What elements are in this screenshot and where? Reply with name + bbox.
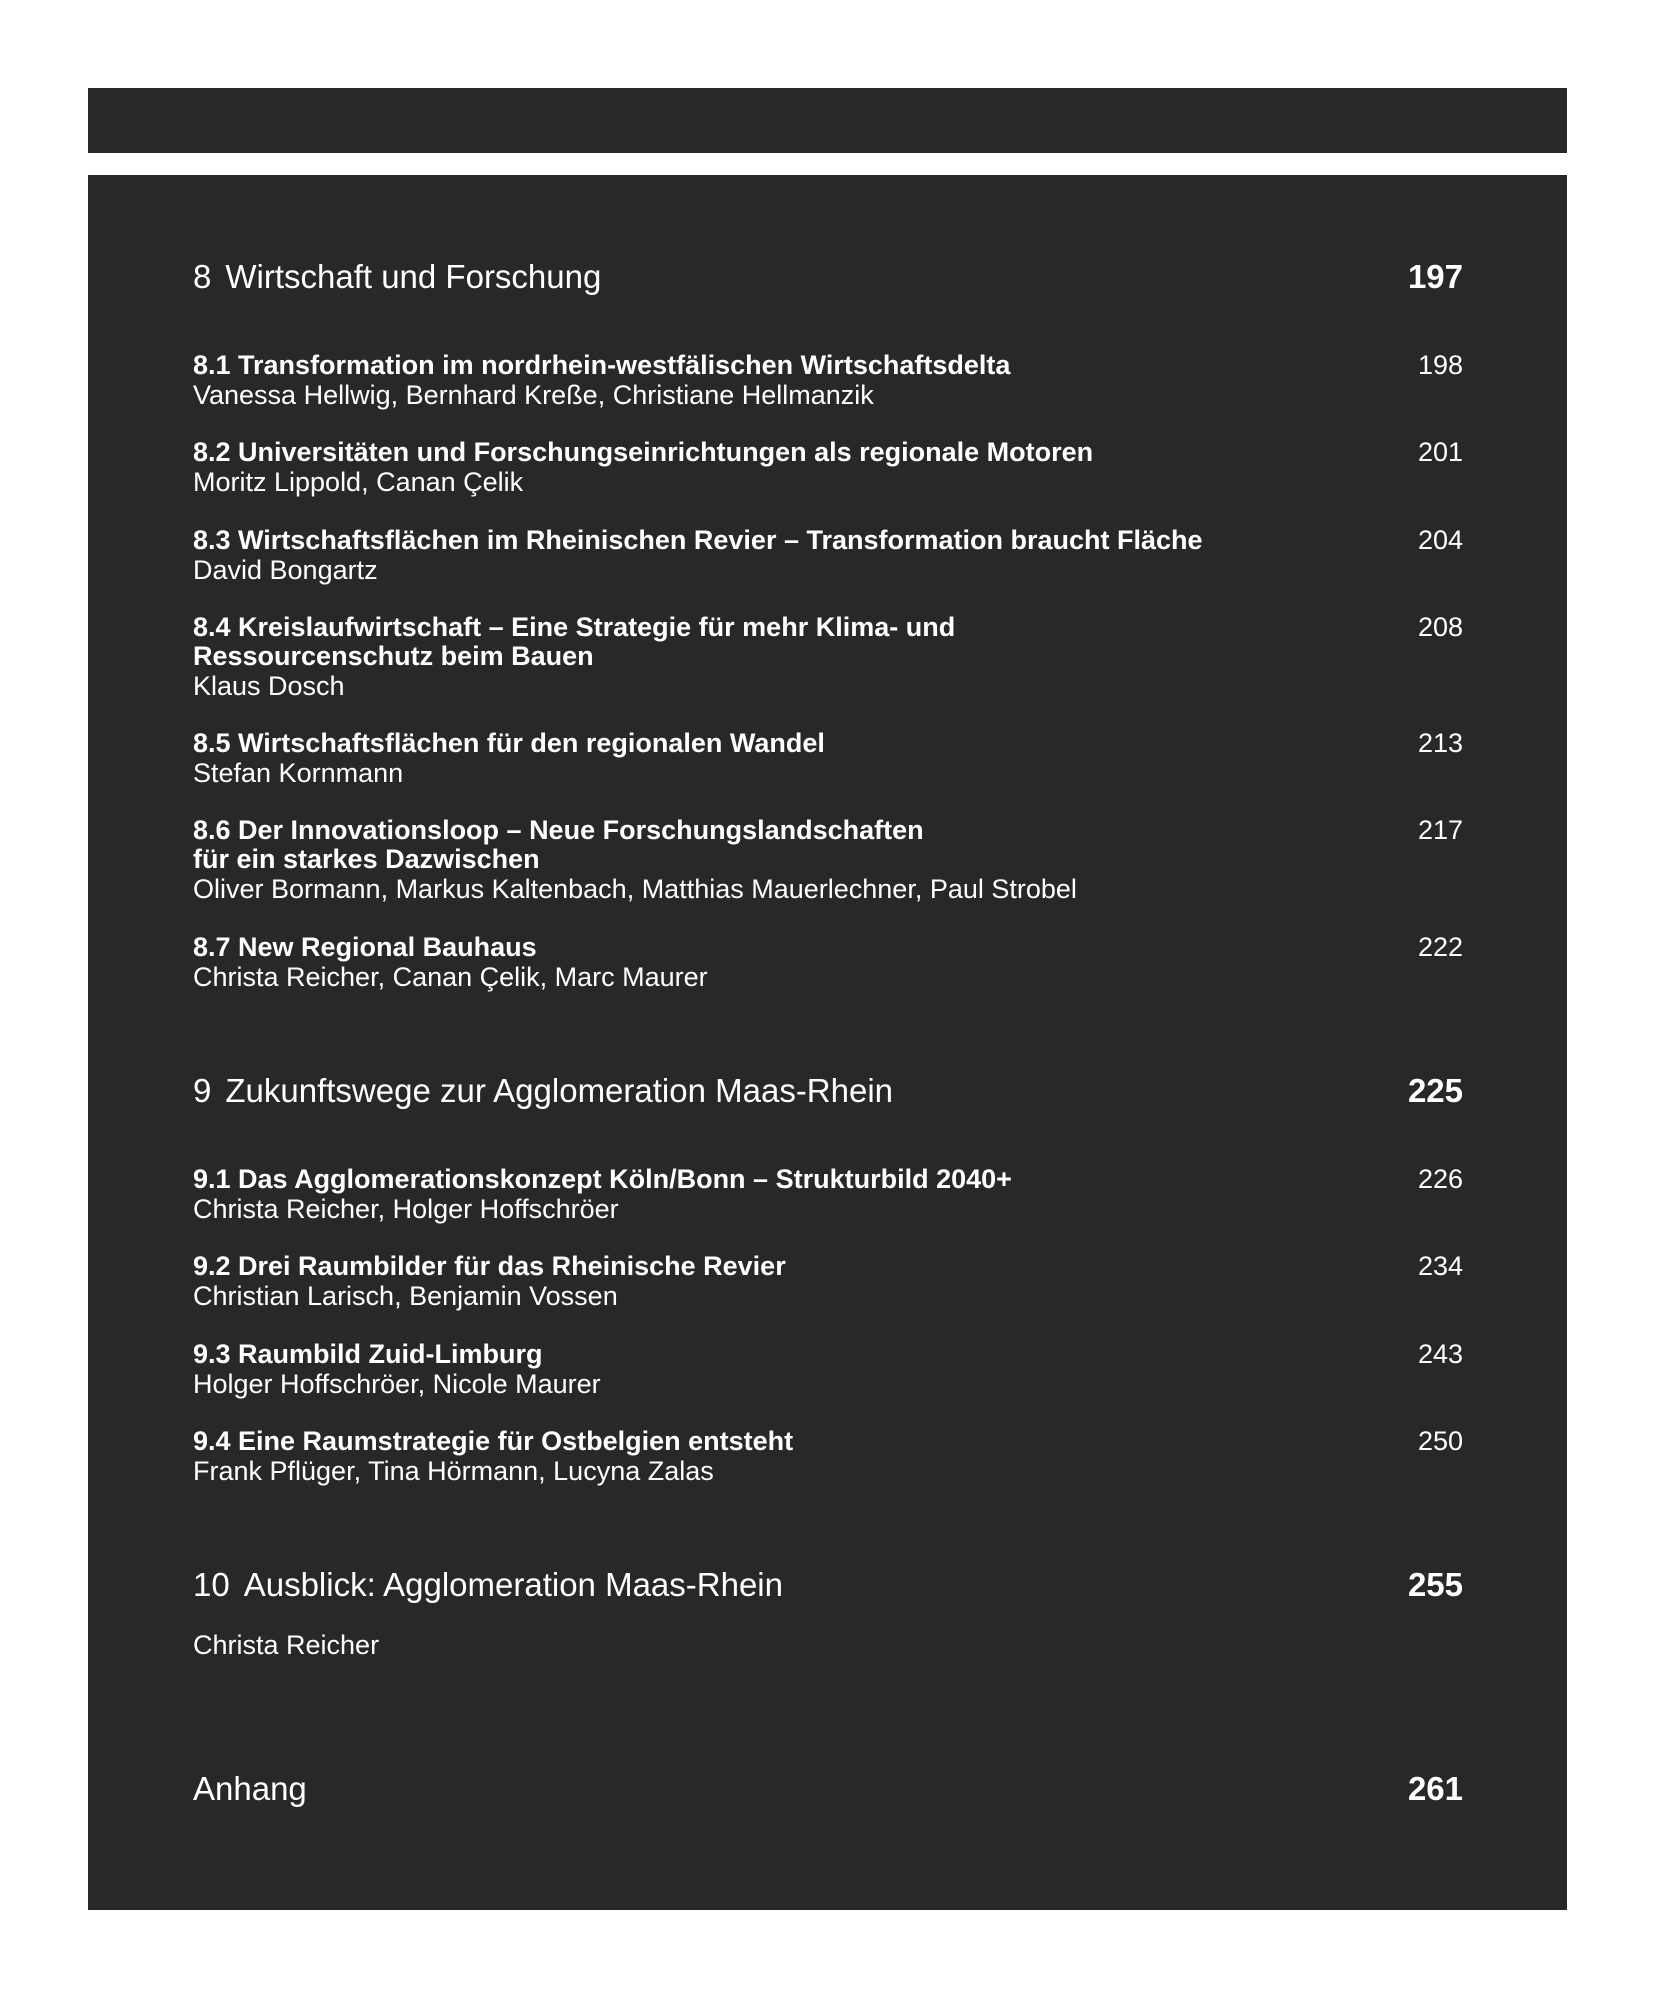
toc-entry [193, 816, 1463, 904]
chapter-page-number: 197 [1407, 258, 1463, 295]
entry-authors: Frank Pflüger, Tina Hörmann, Lucyna Zalas [193, 1456, 714, 1486]
toc-entry [193, 1165, 1463, 1224]
toc-entry [193, 1427, 1463, 1486]
entry-authors: Christian Larisch, Benjamin Vossen [193, 1281, 618, 1311]
chapter-page-number: 255 [1407, 1566, 1463, 1603]
entry-authors: Moritz Lippold, Canan Çelik [193, 467, 524, 497]
toc-entry [193, 351, 1463, 410]
entry-page-number: 204 [1417, 525, 1463, 555]
entry-page-number: 226 [1417, 1164, 1463, 1194]
entry-page-number: 217 [1417, 815, 1463, 845]
entry-title: 8.3 Wirtschaftsflächen im Rheinischen Revier – Transformation braucht Fläche [193, 525, 1203, 555]
entry-page-number: 222 [1417, 932, 1463, 962]
chapter-heading [193, 1563, 1463, 1607]
entry-title-line: 8.6 Der Innovationsloop – Neue Forschungslandschaften [193, 815, 924, 845]
entry-page-number: 198 [1417, 350, 1463, 380]
chapter-title [193, 1563, 783, 1607]
entry-authors: Christa Reicher, Canan Çelik, Marc Maurer [193, 962, 708, 992]
entry-title: 8.2 Universitäten und Forschungseinrichtungen als regionale Motoren [193, 437, 1094, 467]
chapter-page-number: 261 [1407, 1770, 1463, 1807]
entry-authors: Stefan Kornmann [193, 758, 404, 788]
entry-title: 8.7 New Regional Bauhaus [193, 932, 537, 962]
entry-authors: Holger Hoffschröer, Nicole Maurer [193, 1369, 601, 1399]
header-bar [88, 88, 1567, 153]
chapter-author: Christa Reicher [193, 1630, 380, 1660]
entry-title: 8.1 Transformation im nordrhein-westfälischen Wirtschaftsdelta [193, 350, 1011, 380]
entry-title [193, 613, 1333, 671]
toc-entry [193, 933, 1463, 992]
chapter-page-number: 225 [1407, 1072, 1463, 1109]
entry-title [193, 816, 1333, 874]
entry-page-number: 213 [1417, 728, 1463, 758]
entry-authors: Klaus Dosch [193, 671, 345, 701]
entry-page-number: 250 [1417, 1426, 1463, 1456]
toc-entry [193, 729, 1463, 788]
toc-entry [193, 526, 1463, 585]
entry-authors: Christa Reicher, Holger Hoffschröer [193, 1194, 619, 1224]
entry-authors: Oliver Bormann, Markus Kaltenbach, Matthias Mauerlechner, Paul Strobel [193, 874, 1077, 904]
entry-title: 9.1 Das Agglomerationskonzept Köln/Bonn – Strukturbild 2040+ [193, 1164, 1012, 1194]
toc-entry [193, 438, 1463, 497]
entry-authors: David Bongartz [193, 555, 378, 585]
chapter-heading [193, 1069, 1463, 1113]
chapter-title-text: Zukunftswege zur Agglomeration Maas-Rhein [225, 1072, 894, 1109]
entry-page-number: 208 [1417, 612, 1463, 642]
chapter-title [193, 1069, 893, 1113]
entry-title: 9.2 Drei Raumbilder für das Rheinische Revier [193, 1251, 786, 1281]
entry-title: 9.3 Raumbild Zuid-Limburg [193, 1339, 543, 1369]
chapter-number: 10 [193, 1566, 230, 1603]
chapter-title: Anhang [193, 1770, 307, 1807]
appendix-heading [193, 1767, 1463, 1811]
entry-title-line: für ein starkes Dazwischen [193, 844, 540, 874]
toc-entry [193, 1340, 1463, 1399]
chapter-number: 8 [193, 258, 212, 295]
entry-title-line: 8.4 Kreislaufwirtschaft – Eine Strategie für mehr Klima- und [193, 612, 956, 642]
entry-page-number: 243 [1417, 1339, 1463, 1369]
chapter-number: 9 [193, 1072, 212, 1109]
chapter-title [193, 255, 601, 299]
entry-title: 9.4 Eine Raumstrategie für Ostbelgien entsteht [193, 1426, 794, 1456]
toc-panel [88, 175, 1567, 1910]
toc-entry [193, 1252, 1463, 1311]
entry-page-number: 201 [1417, 437, 1463, 467]
chapter-heading [193, 255, 1463, 299]
entry-authors: Vanessa Hellwig, Bernhard Kreße, Christiane Hellmanzik [193, 380, 874, 410]
toc-entry [193, 613, 1463, 701]
chapter-title-text: Ausblick: Agglomeration Maas-Rhein [243, 1566, 783, 1603]
entry-page-number: 234 [1417, 1251, 1463, 1281]
chapter-title-text: Wirtschaft und Forschung [225, 258, 602, 295]
entry-title-line: Ressourcenschutz beim Bauen [193, 641, 594, 671]
entry-title: 8.5 Wirtschaftsflächen für den regionalen Wandel [193, 728, 825, 758]
